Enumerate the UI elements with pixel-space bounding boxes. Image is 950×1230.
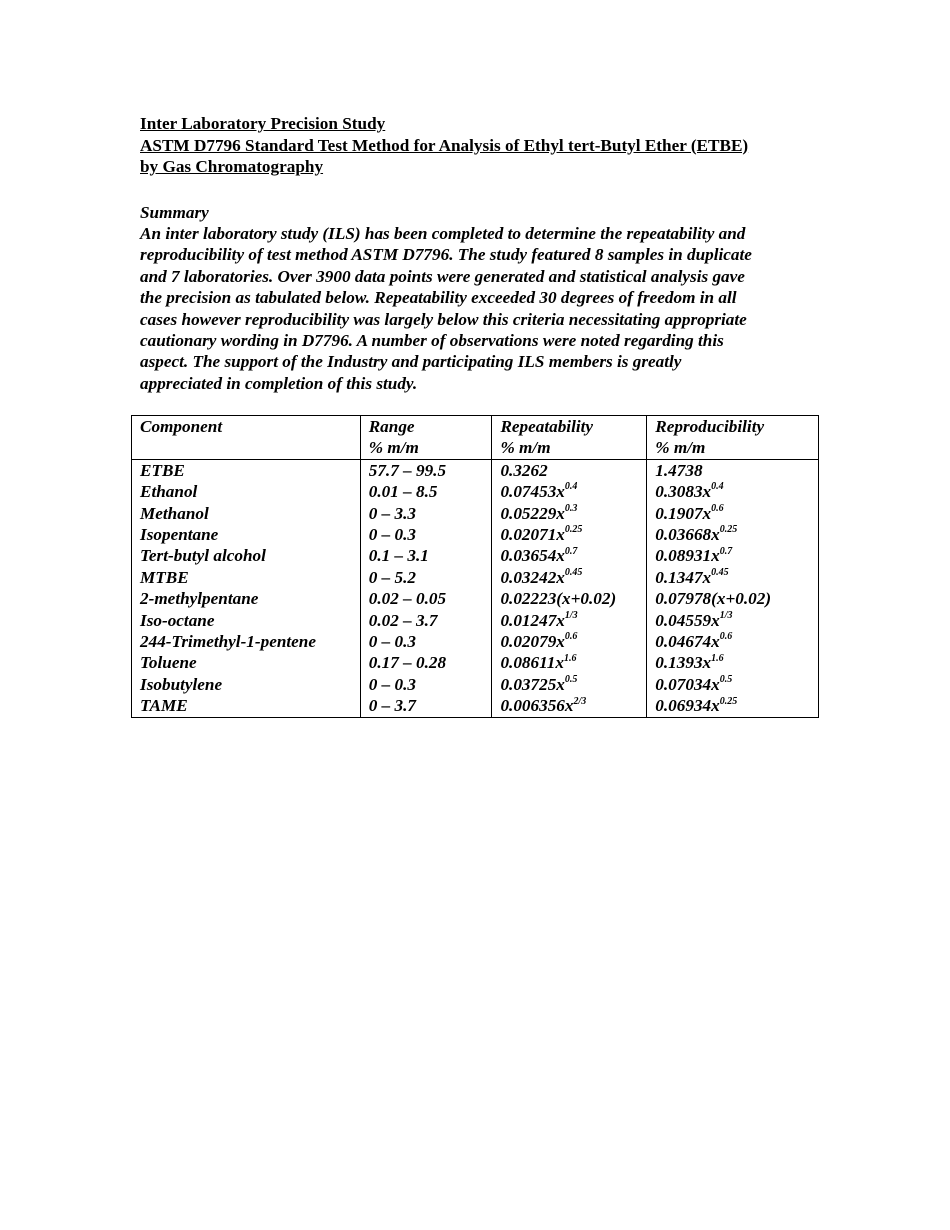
cell-repeatability-coefficient: 0.02071x [500, 525, 565, 545]
cell-repeatability-exponent: 0.7 [564, 545, 578, 557]
cell-repeatability-exponent: 0.5 [564, 674, 578, 686]
cell-component: Toluene [132, 652, 361, 673]
table-row [132, 503, 819, 524]
cell-reproducibility [647, 674, 819, 695]
header-component [132, 416, 361, 460]
cell-range: 0 – 0.3 [360, 631, 492, 652]
document-title [140, 113, 830, 178]
cell-reproducibility [647, 459, 819, 481]
summary-paragraph [140, 223, 820, 394]
cell-repeatability-coefficient: 0.01247x [500, 610, 565, 630]
header-repeatability-label: Repeatability [500, 417, 594, 436]
cell-repeatability [492, 610, 647, 631]
cell-reproducibility [647, 524, 819, 545]
cell-reproducibility-coefficient: 0.03668x [655, 525, 720, 545]
table-row [132, 459, 819, 481]
header-reproducibility-label: Reproducibility [655, 417, 765, 436]
header-range-unit: % m/m [368, 438, 419, 458]
cell-reproducibility [647, 610, 819, 631]
cell-repeatability-exponent: 0.4 [564, 481, 578, 493]
cell-range: 0.17 – 0.28 [360, 652, 492, 673]
cell-range: 0 – 0.3 [360, 674, 492, 695]
cell-repeatability [492, 545, 647, 566]
cell-repeatability [492, 631, 647, 652]
header-range [360, 416, 492, 460]
table-row [132, 481, 819, 502]
table-row [132, 631, 819, 652]
cell-range: 0 – 5.2 [360, 567, 492, 588]
cell-repeatability [492, 459, 647, 481]
cell-reproducibility-exponent: 0.4 [711, 481, 724, 493]
cell-reproducibility-coefficient: 0.08931x [655, 546, 720, 566]
cell-component: 2-methylpentane [132, 588, 361, 609]
cell-reproducibility-exponent: 0.6 [711, 502, 724, 514]
header-reproducibility [647, 416, 819, 460]
cell-repeatability-exponent: 0.25 [564, 524, 583, 536]
summary-line: cases however reproducibility was largely below this criteria necessitating appropriate [140, 309, 747, 329]
cell-component: Iso-octane [132, 610, 361, 631]
cell-reproducibility-exponent: 0.5 [719, 674, 733, 686]
cell-component: Methanol [132, 503, 361, 524]
table-row [132, 610, 819, 631]
summary-line: cautionary wording in D7796. A number of observations were noted regarding this [140, 331, 724, 351]
cell-component: 244-Trimethyl-1-pentene [132, 631, 361, 652]
cell-repeatability-coefficient: 0.03654x [500, 546, 565, 566]
cell-repeatability [492, 674, 647, 695]
cell-repeatability [492, 481, 647, 502]
cell-repeatability [492, 567, 647, 588]
cell-component: Ethanol [132, 481, 361, 502]
cell-reproducibility [647, 588, 819, 609]
cell-repeatability-coefficient: 0.05229x [500, 503, 565, 523]
cell-reproducibility-coefficient: 0.1907x [655, 503, 712, 523]
cell-reproducibility-exponent: 0.7 [719, 545, 733, 557]
cell-reproducibility-coefficient: 0.06934x [655, 696, 720, 716]
cell-repeatability [492, 503, 647, 524]
cell-repeatability-exponent: 1/3 [564, 609, 578, 621]
cell-range: 0.01 – 8.5 [360, 481, 492, 502]
header-row [132, 416, 819, 460]
summary-line: appreciated in completion of this study. [140, 373, 418, 393]
cell-reproducibility [647, 545, 819, 566]
cell-component: TAME [132, 695, 361, 717]
summary-line: and 7 laboratories. Over 3900 data points were generated and statistical analysis gave [140, 266, 745, 286]
summary-line: An inter laboratory study (ILS) has been completed to determine the repeatability and [140, 224, 746, 243]
cell-repeatability-exponent: 0.45 [564, 567, 583, 579]
cell-repeatability-coefficient: 0.02079x [500, 632, 565, 652]
cell-reproducibility-exponent: 0.25 [719, 695, 738, 707]
cell-repeatability-exponent: 1.6 [563, 652, 577, 664]
cell-range: 0.1 – 3.1 [360, 545, 492, 566]
title-line: by Gas Chromatography [140, 157, 324, 177]
title-line: ASTM D7796 Standard Test Method for Analysis of Ethyl tert-Butyl Ether (ETBE) [140, 135, 749, 155]
cell-repeatability-coefficient: 0.03725x [500, 674, 565, 694]
cell-range: 57.7 – 99.5 [360, 459, 492, 481]
cell-reproducibility-coefficient: 0.3083x [655, 482, 712, 502]
cell-range: 0 – 3.7 [360, 695, 492, 717]
cell-reproducibility-exponent: 0.45 [711, 567, 729, 579]
cell-repeatability-exponent: 0.6 [564, 631, 578, 643]
table-row [132, 567, 819, 588]
cell-reproducibility-coefficient: 0.07034x [655, 674, 720, 694]
cell-reproducibility-coefficient: 0.07978(x+0.02) [655, 589, 772, 609]
cell-repeatability-coefficient: 0.3262 [500, 460, 548, 480]
cell-range: 0 – 0.3 [360, 524, 492, 545]
cell-component: Isopentane [132, 524, 361, 545]
cell-repeatability-coefficient: 0.02223(x+0.02) [500, 589, 617, 609]
cell-reproducibility-coefficient: 1.4738 [655, 460, 703, 480]
cell-reproducibility [647, 503, 819, 524]
cell-reproducibility [647, 567, 819, 588]
cell-component: Isobutylene [132, 674, 361, 695]
cell-reproducibility-exponent: 0.6 [719, 631, 733, 643]
cell-repeatability-exponent: 2/3 [573, 695, 587, 707]
cell-reproducibility [647, 631, 819, 652]
cell-repeatability [492, 524, 647, 545]
cell-repeatability-coefficient: 0.03242x [500, 567, 565, 587]
summary-line: reproducibility of test method ASTM D7796. The study featured 8 samples in duplicate [140, 245, 752, 265]
cell-repeatability-coefficient: 0.07453x [500, 482, 565, 502]
precision-table-body [132, 459, 819, 717]
cell-component: Tert-butyl alcohol [132, 545, 361, 566]
table-row [132, 652, 819, 673]
cell-reproducibility-exponent: 1.6 [711, 652, 724, 664]
table-row [132, 545, 819, 566]
cell-range: 0.02 – 0.05 [360, 588, 492, 609]
cell-reproducibility-exponent: 0.25 [719, 524, 738, 536]
cell-repeatability-coefficient: 0.08611x [500, 653, 564, 673]
cell-repeatability [492, 695, 647, 717]
summary-line: aspect. The support of the Industry and participating ILS members is greatly [140, 352, 682, 372]
table-row [132, 674, 819, 695]
cell-range: 0.02 – 3.7 [360, 610, 492, 631]
cell-reproducibility-coefficient: 0.04559x [655, 610, 720, 630]
cell-reproducibility-exponent: 1/3 [719, 609, 733, 621]
cell-reproducibility [647, 652, 819, 673]
cell-reproducibility-coefficient: 0.1393x [655, 653, 712, 673]
cell-component: ETBE [132, 459, 361, 481]
header-component-label: Component [140, 417, 223, 436]
precision-table [131, 415, 819, 718]
header-repeatability-unit: % m/m [500, 438, 551, 458]
cell-repeatability-exponent: 0.3 [564, 502, 578, 514]
cell-repeatability [492, 652, 647, 673]
cell-repeatability-coefficient: 0.006356x [500, 696, 574, 716]
cell-component: MTBE [132, 567, 361, 588]
cell-range: 0 – 3.3 [360, 503, 492, 524]
header-range-label: Range [368, 417, 415, 436]
table-row [132, 524, 819, 545]
summary-line: the precision as tabulated below. Repeatability exceeded 30 degrees of freedom in all [140, 288, 737, 308]
cell-reproducibility [647, 481, 819, 502]
cell-reproducibility-coefficient: 0.04674x [655, 632, 720, 652]
title-line: Inter Laboratory Precision Study [140, 114, 386, 133]
header-reproducibility-unit: % m/m [655, 438, 706, 458]
precision-table-header [132, 416, 819, 460]
summary-heading: Summary [140, 203, 209, 222]
header-repeatability [492, 416, 647, 460]
cell-repeatability [492, 588, 647, 609]
cell-reproducibility [647, 695, 819, 717]
table-row [132, 588, 819, 609]
cell-reproducibility-coefficient: 0.1347x [655, 567, 712, 587]
table-row [132, 695, 819, 717]
